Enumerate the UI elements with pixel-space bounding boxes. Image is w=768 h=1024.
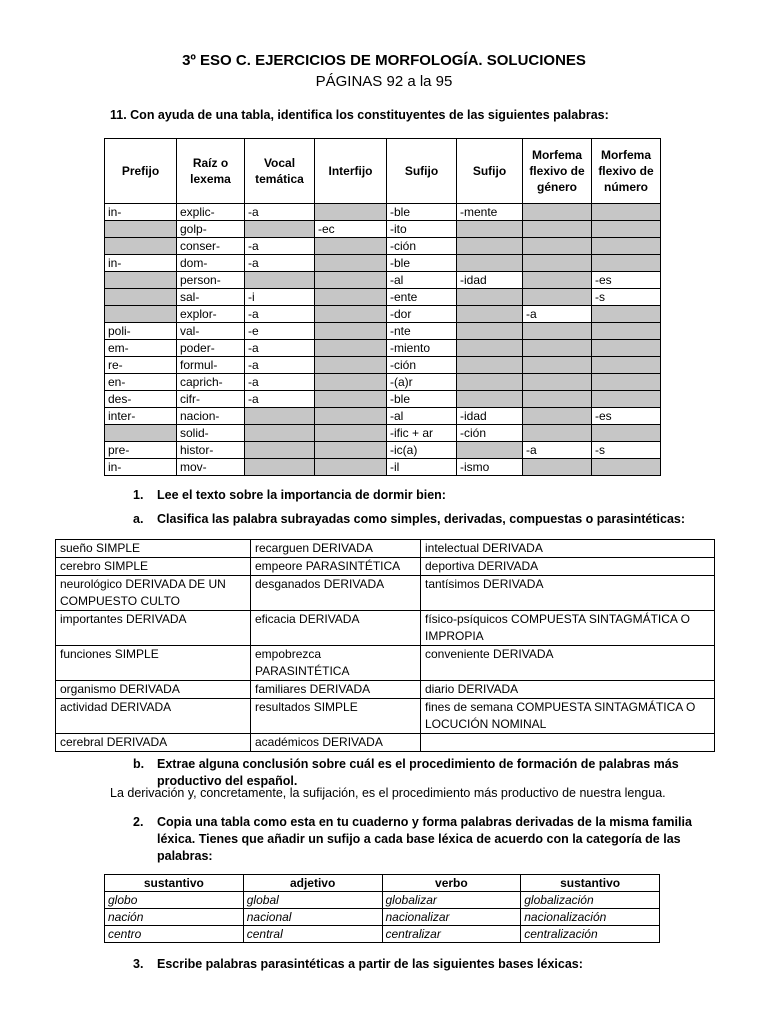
morphology-cell: -a [245, 374, 315, 391]
classification-cell: diario DERIVADA [421, 681, 715, 699]
morphology-cell [592, 306, 661, 323]
morphology-cell [523, 221, 592, 238]
morphology-cell: -mente [457, 204, 523, 221]
morphology-cell: -a [245, 204, 315, 221]
morphology-header-cell: Sufijo [457, 139, 523, 204]
morphology-cell [105, 238, 177, 255]
morphology-cell [592, 255, 661, 272]
morphology-cell [523, 459, 592, 476]
morphology-cell [315, 442, 387, 459]
classification-cell: sueño SIMPLE [56, 540, 251, 558]
exercise-11-prompt: 11. Con ayuda de una tabla, identifica los constituyentes de las siguientes palabras: [110, 108, 609, 122]
morphology-cell: -al [387, 272, 457, 289]
morphology-cell [457, 238, 523, 255]
table-row [56, 558, 715, 576]
word-family-cell: global [243, 892, 382, 909]
morphology-cell [523, 340, 592, 357]
table-row [105, 238, 661, 255]
classification-cell: empeore PARASINTÉTICA [251, 558, 421, 576]
classification-cell: tantísimos DERIVADA [421, 576, 715, 611]
morphology-cell: -es [592, 272, 661, 289]
morphology-cell: em- [105, 340, 177, 357]
morphology-cell: -ec [315, 221, 387, 238]
exercise-1b-answer: La derivación y, concretamente, la sufijación, es el procedimiento más productivo de nuestra lengua. [110, 786, 666, 800]
morphology-cell: -e [245, 323, 315, 340]
morphology-cell: nacion- [177, 408, 245, 425]
morphology-cell: person- [177, 272, 245, 289]
table-row [105, 425, 661, 442]
table-row [105, 926, 660, 943]
word-family-header [105, 875, 660, 892]
morphology-cell: -a [245, 391, 315, 408]
morphology-cell [315, 340, 387, 357]
table-row [105, 442, 661, 459]
classification-cell: cerebro SIMPLE [56, 558, 251, 576]
morphology-cell: in- [105, 255, 177, 272]
table-row [56, 699, 715, 734]
morphology-cell: -ito [387, 221, 457, 238]
morphology-header-cell: Prefijo [105, 139, 177, 204]
exercise-3-number: 3. [133, 957, 144, 971]
morphology-table [104, 138, 661, 476]
exercise-1a-text: Clasifica las palabra subrayadas como simples, derivadas, compuestas o parasintéticas: [157, 512, 686, 526]
exercise-3-prompt [133, 957, 583, 971]
morphology-cell [592, 459, 661, 476]
morphology-cell [105, 306, 177, 323]
morphology-cell [592, 357, 661, 374]
morphology-cell [523, 272, 592, 289]
word-family-cell: centralización [521, 926, 660, 943]
page-subtitle: PÁGINAS 92 a la 95 [315, 73, 453, 90]
morphology-header-cell: Morfema flexivo de género [523, 139, 592, 204]
morphology-cell: re- [105, 357, 177, 374]
morphology-header-cell: Raíz o lexema [177, 139, 245, 204]
classification-cell: desganados DERIVADA [251, 576, 421, 611]
word-family-cell: nacional [243, 909, 382, 926]
word-family-cell: central [243, 926, 382, 943]
morphology-cell [315, 323, 387, 340]
morphology-cell [523, 238, 592, 255]
classification-cell: eficacia DERIVADA [251, 611, 421, 646]
exercise-1b-text: Extrae alguna conclusión sobre cuál es el procedimiento de formación de palabras más productivo del español. [157, 757, 679, 788]
morphology-cell [592, 238, 661, 255]
word-family-cell: centro [105, 926, 244, 943]
morphology-cell [592, 204, 661, 221]
table-row [105, 289, 661, 306]
morphology-cell: poder- [177, 340, 245, 357]
classification-cell: resultados SIMPLE [251, 699, 421, 734]
morphology-cell: -ción [387, 357, 457, 374]
word-family-cell: nación [105, 909, 244, 926]
word-family-header-cell: adjetivo [243, 875, 382, 892]
morphology-cell: inter- [105, 408, 177, 425]
morphology-cell [315, 357, 387, 374]
morphology-cell [523, 323, 592, 340]
exercise-1b-prompt [133, 756, 693, 790]
morphology-cell [457, 391, 523, 408]
morphology-cell [457, 340, 523, 357]
classification-cell: intelectual DERIVADA [421, 540, 715, 558]
morphology-cell [457, 221, 523, 238]
word-family-header-cell: sustantivo [105, 875, 244, 892]
morphology-header-cell: Interfijo [315, 139, 387, 204]
morphology-cell: -es [592, 408, 661, 425]
morphology-cell: dom- [177, 255, 245, 272]
table-row [105, 221, 661, 238]
morphology-cell [592, 221, 661, 238]
exercise-1-number: 1. [133, 488, 144, 502]
classification-cell: académicos DERIVADA [251, 734, 421, 752]
morphology-cell [315, 459, 387, 476]
morphology-cell: -ción [457, 425, 523, 442]
word-family-header-cell: sustantivo [521, 875, 660, 892]
classification-cell: familiares DERIVADA [251, 681, 421, 699]
table-row [105, 255, 661, 272]
table-row [56, 611, 715, 646]
morphology-cell: val- [177, 323, 245, 340]
morphology-cell: explor- [177, 306, 245, 323]
classification-table [55, 539, 715, 752]
morphology-cell [523, 374, 592, 391]
morphology-cell [315, 255, 387, 272]
morphology-cell: -ismo [457, 459, 523, 476]
word-family-cell: globalización [521, 892, 660, 909]
morphology-cell: -a [245, 340, 315, 357]
morphology-cell: -miento [387, 340, 457, 357]
morphology-cell: -a [245, 255, 315, 272]
classification-cell: cerebral DERIVADA [56, 734, 251, 752]
morphology-cell: -al [387, 408, 457, 425]
table-row [56, 734, 715, 752]
morphology-cell [523, 391, 592, 408]
morphology-cell: -dor [387, 306, 457, 323]
morphology-cell: -ente [387, 289, 457, 306]
table-row [105, 306, 661, 323]
classification-cell: neurológico DERIVADA DE UN COMPUESTO CULTO [56, 576, 251, 611]
word-family-cell: centralizar [382, 926, 521, 943]
morphology-cell: -ble [387, 255, 457, 272]
morphology-cell [457, 357, 523, 374]
morphology-cell [592, 425, 661, 442]
morphology-cell: pre- [105, 442, 177, 459]
morphology-cell [457, 306, 523, 323]
morphology-cell: poli- [105, 323, 177, 340]
table-row [105, 408, 661, 425]
word-family-cell: globo [105, 892, 244, 909]
morphology-cell [457, 289, 523, 306]
page-title: 3º ESO C. EJERCICIOS DE MORFOLOGÍA. SOLUCIONES [182, 52, 586, 69]
morphology-cell [523, 204, 592, 221]
morphology-cell: -idad [457, 272, 523, 289]
word-family-cell: globalizar [382, 892, 521, 909]
table-row [105, 323, 661, 340]
morphology-cell: -s [592, 289, 661, 306]
table-row [56, 681, 715, 699]
morphology-cell: -a [523, 442, 592, 459]
morphology-table-header [105, 139, 661, 204]
morphology-header-cell: Vocal temática [245, 139, 315, 204]
morphology-cell [315, 306, 387, 323]
morphology-cell [457, 442, 523, 459]
morphology-cell [315, 238, 387, 255]
exercise-2-text: Copia una tabla como esta en tu cuaderno y forma palabras derivadas de la misma familia léxica. Tienes que añadir un sufijo a cada base léxica de acuerdo con la categoría de las palabras: [157, 815, 692, 863]
classification-cell: fines de semana COMPUESTA SINTAGMÁTICA O LOCUCIÓN NOMINAL [421, 699, 715, 734]
classification-cell: importantes DERIVADA [56, 611, 251, 646]
morphology-cell [315, 408, 387, 425]
morphology-cell: -ción [387, 238, 457, 255]
classification-cell: recarguen DERIVADA [251, 540, 421, 558]
classification-cell: deportiva DERIVADA [421, 558, 715, 576]
classification-cell: actividad DERIVADA [56, 699, 251, 734]
morphology-cell [592, 391, 661, 408]
table-row [105, 204, 661, 221]
morphology-cell [523, 408, 592, 425]
morphology-cell: -ble [387, 391, 457, 408]
morphology-cell: -i [245, 289, 315, 306]
morphology-cell [315, 374, 387, 391]
morphology-cell [245, 221, 315, 238]
morphology-cell: -a [245, 306, 315, 323]
exercise-1b-letter: b. [133, 757, 145, 771]
morphology-cell [592, 374, 661, 391]
word-family-cell: nacionalización [521, 909, 660, 926]
morphology-cell [457, 374, 523, 391]
morphology-cell [315, 272, 387, 289]
morphology-cell [523, 357, 592, 374]
morphology-cell: -nte [387, 323, 457, 340]
table-row [105, 272, 661, 289]
word-family-header-cell: verbo [382, 875, 521, 892]
table-row [56, 646, 715, 681]
morphology-cell: conser- [177, 238, 245, 255]
morphology-cell [245, 459, 315, 476]
word-family-cell: nacionalizar [382, 909, 521, 926]
morphology-cell [523, 289, 592, 306]
classification-cell: físico-psíquicos COMPUESTA SINTAGMÁTICA O IMPROPIA [421, 611, 715, 646]
morphology-cell [523, 425, 592, 442]
morphology-cell: -a [245, 357, 315, 374]
morphology-cell: -ble [387, 204, 457, 221]
table-row [105, 459, 661, 476]
morphology-cell [457, 323, 523, 340]
morphology-cell: -(a)r [387, 374, 457, 391]
classification-cell: conveniente DERIVADA [421, 646, 715, 681]
morphology-cell: solid- [177, 425, 245, 442]
morphology-cell [245, 442, 315, 459]
morphology-cell [245, 272, 315, 289]
classification-cell: empobrezca PARASINTÉTICA [251, 646, 421, 681]
exercise-2-number: 2. [133, 815, 144, 829]
morphology-cell: en- [105, 374, 177, 391]
morphology-cell: sal- [177, 289, 245, 306]
morphology-cell [245, 408, 315, 425]
exercise-2-prompt [133, 814, 693, 865]
morphology-cell [315, 425, 387, 442]
morphology-cell [245, 425, 315, 442]
morphology-cell: in- [105, 459, 177, 476]
morphology-cell: histor- [177, 442, 245, 459]
morphology-header-cell: Sufijo [387, 139, 457, 204]
table-row [105, 909, 660, 926]
morphology-cell: formul- [177, 357, 245, 374]
word-family-table [104, 874, 660, 943]
exercise-1a-prompt [133, 512, 685, 526]
table-row [56, 540, 715, 558]
morphology-cell: mov- [177, 459, 245, 476]
morphology-cell [523, 255, 592, 272]
morphology-cell: -il [387, 459, 457, 476]
exercise-1a-letter: a. [133, 512, 144, 526]
morphology-cell [105, 272, 177, 289]
morphology-cell: -a [523, 306, 592, 323]
morphology-cell: explic- [177, 204, 245, 221]
morphology-cell [105, 221, 177, 238]
morphology-cell [315, 391, 387, 408]
morphology-cell: -s [592, 442, 661, 459]
morphology-cell: cifr- [177, 391, 245, 408]
table-row [105, 340, 661, 357]
morphology-header-cell: Morfema flexivo de número [592, 139, 661, 204]
morphology-cell: caprich- [177, 374, 245, 391]
morphology-cell: in- [105, 204, 177, 221]
morphology-cell [457, 255, 523, 272]
morphology-cell: des- [105, 391, 177, 408]
morphology-cell: -idad [457, 408, 523, 425]
morphology-cell [315, 204, 387, 221]
table-row [105, 357, 661, 374]
classification-cell [421, 734, 715, 752]
morphology-cell: golp- [177, 221, 245, 238]
classification-cell: organismo DERIVADA [56, 681, 251, 699]
classification-cell: funciones SIMPLE [56, 646, 251, 681]
table-row [56, 576, 715, 611]
table-row [105, 892, 660, 909]
morphology-cell [315, 289, 387, 306]
morphology-cell [105, 425, 177, 442]
table-row [105, 391, 661, 408]
morphology-cell [592, 323, 661, 340]
morphology-cell: -ic(a) [387, 442, 457, 459]
exercise-1-text: Lee el texto sobre la importancia de dormir bien: [157, 488, 446, 502]
table-row [105, 374, 661, 391]
morphology-cell [105, 289, 177, 306]
exercise-1-prompt [133, 488, 446, 502]
exercise-3-text: Escribe palabras parasintéticas a partir de las siguientes bases léxicas: [157, 957, 583, 971]
morphology-cell: -a [245, 238, 315, 255]
morphology-cell [592, 340, 661, 357]
morphology-cell: -ific + ar [387, 425, 457, 442]
